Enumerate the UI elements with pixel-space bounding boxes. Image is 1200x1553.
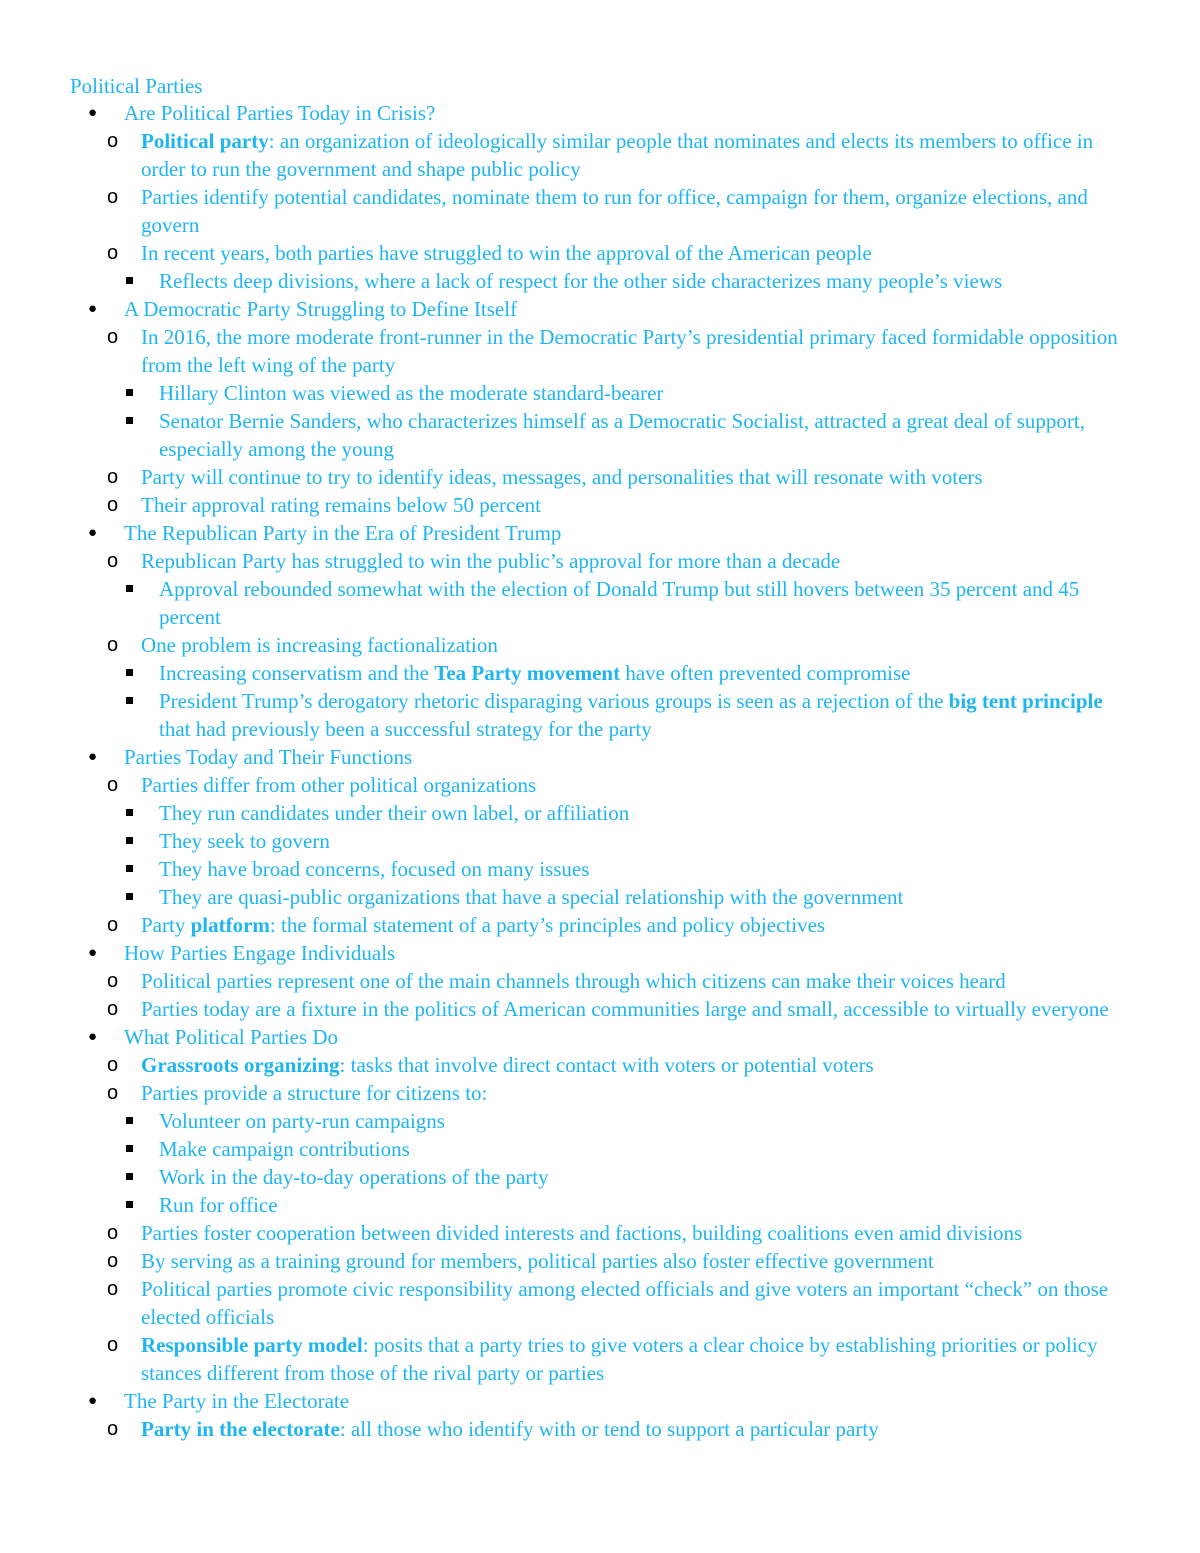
item-text: Make campaign contributions (159, 1137, 410, 1161)
item-text: A Democratic Party Struggling to Define Itself (124, 297, 518, 321)
outline-item (0, 1415, 1136, 1443)
key-term: Party in the electorate (141, 1417, 340, 1441)
item-text: The Party in the Electorate (124, 1389, 350, 1413)
section-heading-item (0, 295, 1134, 323)
item-text: Political parties promote civic responsibility among elected officials and give voters an important “check” on those elected officials (141, 1277, 1109, 1329)
item-text: They seek to govern (159, 829, 330, 853)
bullet-square-icon (126, 669, 133, 676)
outline-item (0, 1247, 1136, 1275)
item-text: In 2016, the more moderate front-runner in the Democratic Party’s presidential primary faced formidable opposition from the left wing of the party (141, 325, 1118, 377)
item-text: Parties differ from other political organizations (141, 773, 537, 797)
item-text: Are Political Parties Today in Crisis? (124, 101, 436, 125)
item-text: Party will continue to try to identify ideas, messages, and personalities that will resonate with voters (141, 465, 983, 489)
bullet-square-icon (126, 585, 133, 592)
sub-outline-item (0, 687, 1134, 743)
document-title: Political Parties (70, 74, 203, 98)
sub-outline-item (0, 407, 1134, 463)
item-text: Reflects deep divisions, where a lack of respect for the other side characterizes many people’s views (159, 269, 1003, 293)
item-text: Republican Party has struggled to win the public’s approval for more than a decade (141, 549, 841, 573)
bullet-square-icon (126, 697, 133, 704)
bullet-square-icon (126, 1201, 133, 1208)
bullet-circle-icon: o (107, 186, 119, 208)
item-text: : the formal statement of a party’s principles and policy objectives (269, 913, 826, 937)
outline-item (0, 967, 1136, 995)
item-text: In recent years, both parties have struggled to win the approval of the American people (141, 241, 872, 265)
bullet-circle-icon: o (107, 1334, 119, 1356)
bullet-circle-icon: o (107, 1250, 119, 1272)
bullet-circle-icon: o (107, 914, 119, 936)
outline-item (0, 463, 1136, 491)
outline-item (0, 183, 1136, 239)
outline-list (0, 99, 1200, 1443)
item-text: : an organization of ideologically similar people that nominates and elects its members to office in order to run the government and shape public policy (141, 129, 1094, 181)
bullet-circle-icon: o (107, 466, 119, 488)
outline-item (0, 547, 1136, 575)
bullet-circle-icon: o (107, 998, 119, 1020)
bullet-circle-icon: o (107, 1082, 119, 1104)
bullet-square-icon (126, 417, 133, 424)
bullet-dot-icon: ● (88, 301, 98, 317)
bullet-square-icon (126, 389, 133, 396)
key-term: big tent principle (948, 689, 1103, 713)
sub-outline-item (0, 1191, 1134, 1219)
item-text: Senator Bernie Sanders, who characterizes himself as a Democratic Socialist, attracted a great deal of support, especially among the young (159, 409, 1085, 461)
sub-outline-item (0, 267, 1134, 295)
item-text: that had previously been a successful strategy for the party (159, 717, 652, 741)
bullet-dot-icon: ● (88, 525, 98, 541)
item-text: Volunteer on party-run campaigns (159, 1109, 445, 1133)
section-heading-item (0, 519, 1134, 547)
bullet-circle-icon: o (107, 326, 119, 348)
outline-item (0, 491, 1136, 519)
bullet-circle-icon: o (107, 970, 119, 992)
key-term: platform (190, 913, 270, 937)
bullet-circle-icon: o (107, 242, 119, 264)
bullet-circle-icon: o (107, 774, 119, 796)
item-text: What Political Parties Do (124, 1025, 339, 1049)
item-text: Parties foster cooperation between divided interests and factions, building coalitions even amid divisions (141, 1221, 1023, 1245)
bullet-circle-icon: o (107, 130, 119, 152)
item-text: They run candidates under their own label, or affiliation (159, 801, 630, 825)
sub-outline-item (0, 379, 1134, 407)
outline-item (0, 631, 1136, 659)
section-heading-item (0, 939, 1134, 967)
bullet-square-icon (126, 837, 133, 844)
outline-item (0, 911, 1136, 939)
bullet-square-icon (126, 1117, 133, 1124)
item-text: Increasing conservatism and the (159, 661, 435, 685)
bullet-circle-icon: o (107, 494, 119, 516)
item-text: Party (141, 913, 191, 937)
key-term: Tea Party movement (434, 661, 621, 685)
item-text: Approval rebounded somewhat with the election of Donald Trump but still hovers between 35 percent and 45 percent (159, 577, 1080, 629)
outline-item (0, 1051, 1136, 1079)
item-text: Hillary Clinton was viewed as the moderate standard-bearer (159, 381, 664, 405)
outline-item (0, 995, 1136, 1023)
item-text: Their approval rating remains below 50 percent (141, 493, 542, 517)
bullet-dot-icon: ● (88, 105, 98, 121)
item-text: : all those who identify with or tend to support a particular party (339, 1417, 879, 1441)
section-heading-item (0, 99, 1134, 127)
sub-outline-item (0, 575, 1134, 631)
item-text: Parties today are a fixture in the politics of American communities large and small, accessible to virtually everyone (141, 997, 1109, 1021)
outline-item (0, 323, 1136, 379)
outline-item (0, 1079, 1136, 1107)
outline-item (0, 1275, 1136, 1331)
item-text: The Republican Party in the Era of President Trump (124, 521, 562, 545)
item-text: By serving as a training ground for members, political parties also foster effective government (141, 1249, 934, 1273)
sub-outline-item (0, 659, 1134, 687)
bullet-circle-icon: o (107, 1222, 119, 1244)
bullet-circle-icon: o (107, 1278, 119, 1300)
item-text: Political parties represent one of the main channels through which citizens can make their voices heard (141, 969, 1006, 993)
bullet-dot-icon: ● (88, 945, 98, 961)
item-text: : posits that a party tries to give voters a clear choice by establishing priorities or policy stances different from those of the rival party or parties (141, 1333, 1098, 1385)
bullet-square-icon (126, 809, 133, 816)
bullet-square-icon (126, 893, 133, 900)
outline-item (0, 239, 1136, 267)
item-text: President Trump’s derogatory rhetoric disparaging various groups is seen as a rejection of the (159, 689, 949, 713)
item-text: They are quasi-public organizations that have a special relationship with the government (159, 885, 904, 909)
outline-item (0, 1219, 1136, 1247)
outline-item (0, 771, 1136, 799)
item-text: have often prevented compromise (620, 661, 911, 685)
sub-outline-item (0, 799, 1134, 827)
item-text: How Parties Engage Individuals (124, 941, 396, 965)
sub-outline-item (0, 1163, 1134, 1191)
bullet-circle-icon: o (107, 1418, 119, 1440)
sub-outline-item (0, 855, 1134, 883)
bullet-circle-icon: o (107, 550, 119, 572)
sub-outline-item (0, 1135, 1134, 1163)
bullet-dot-icon: ● (88, 1393, 98, 1409)
item-text: Parties identify potential candidates, nominate them to run for office, campaign for them, organize elections, and govern (141, 185, 1088, 237)
sub-outline-item (0, 883, 1134, 911)
key-term: Responsible party model (141, 1333, 363, 1357)
bullet-circle-icon: o (107, 634, 119, 656)
bullet-square-icon (126, 1173, 133, 1180)
bullet-dot-icon: ● (88, 1029, 98, 1045)
key-term: Grassroots organizing (141, 1053, 340, 1077)
item-text: Parties Today and Their Functions (124, 745, 413, 769)
section-heading-item (0, 1387, 1134, 1415)
item-text: : tasks that involve direct contact with voters or potential voters (339, 1053, 874, 1077)
bullet-square-icon (126, 277, 133, 284)
bullet-square-icon (126, 1145, 133, 1152)
sub-outline-item (0, 1107, 1134, 1135)
item-text: Parties provide a structure for citizens to: (141, 1081, 488, 1105)
bullet-dot-icon: ● (88, 749, 98, 765)
bullet-square-icon (126, 865, 133, 872)
sub-outline-item (0, 827, 1134, 855)
item-text: They have broad concerns, focused on many issues (159, 857, 590, 881)
item-text: Run for office (159, 1193, 278, 1217)
bullet-circle-icon: o (107, 1054, 119, 1076)
outline-item (0, 127, 1136, 183)
section-heading-item (0, 1023, 1134, 1051)
section-heading-item (0, 743, 1134, 771)
key-term: Political party (141, 129, 269, 153)
item-text: Work in the day-to-day operations of the party (159, 1165, 549, 1189)
outline-item (0, 1331, 1136, 1387)
item-text: One problem is increasing factionalization (141, 633, 498, 657)
